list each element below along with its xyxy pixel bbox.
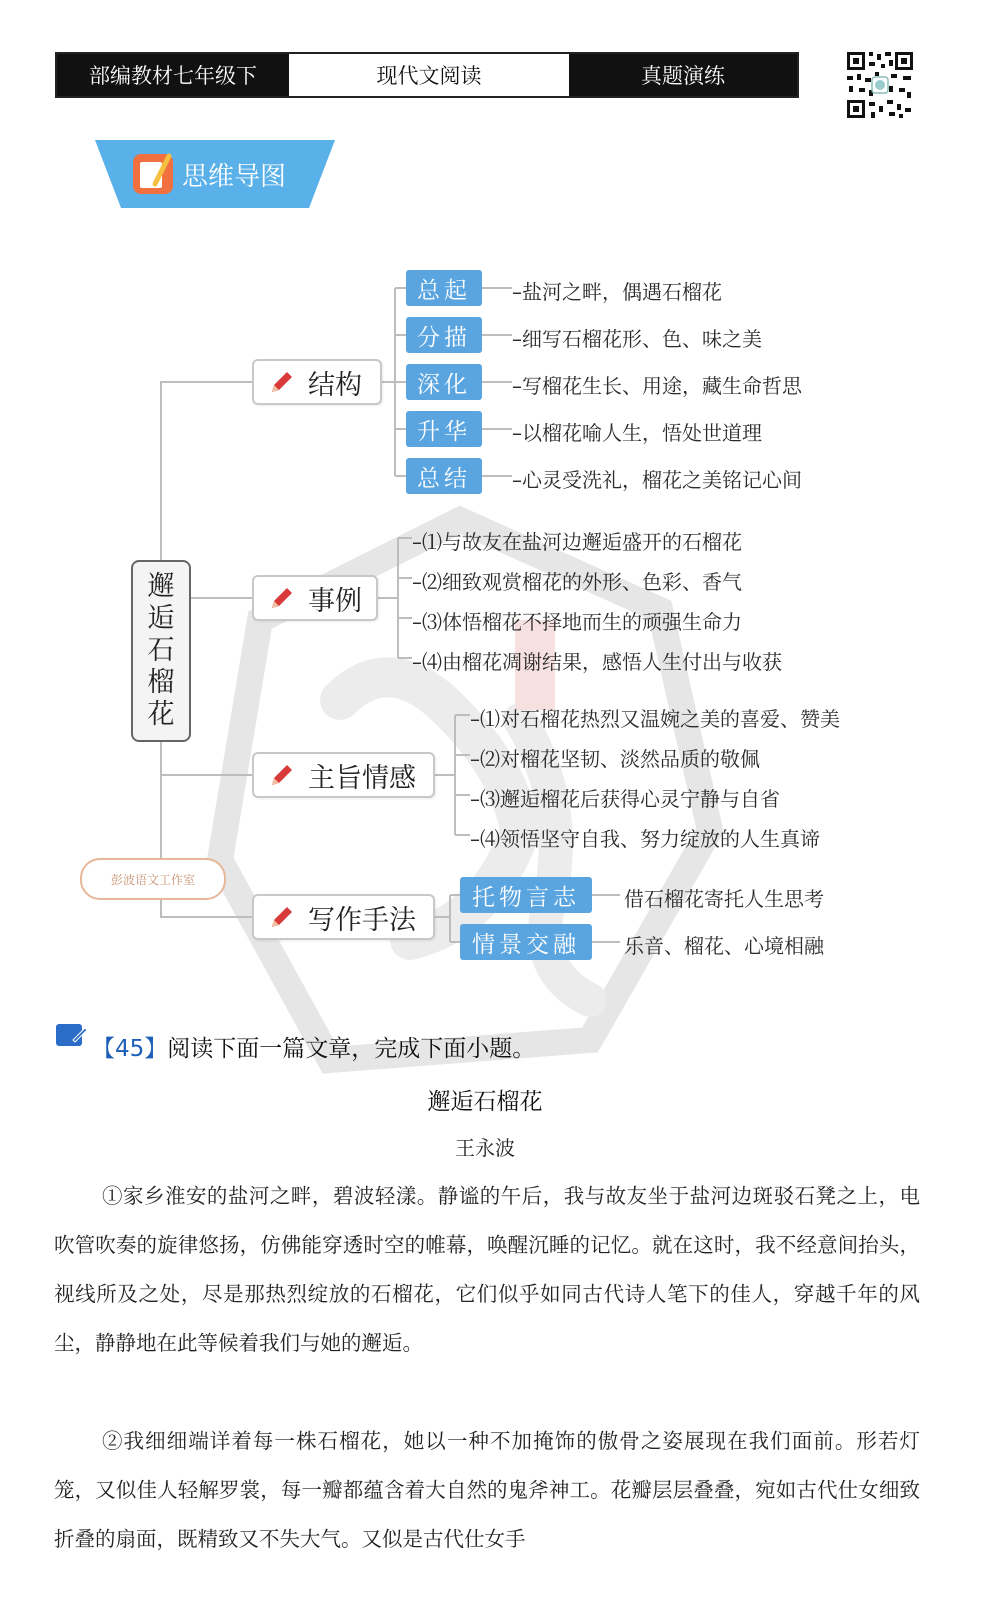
mindmap-tab-title: 思维导图 [182,162,287,192]
example-leaf: –⑴与故友在盐河边邂逅盛开的石榴花 [412,530,742,554]
pencil-icon [268,584,296,612]
writing-leaf: 乐音、榴花、心境相融 [624,934,824,958]
tag-pill: 总起 [406,270,482,306]
example-leaf: –⑵细致观赏榴花的外形、色彩、香气 [412,570,742,594]
category-structure [252,359,382,405]
tag-pill: 升华 [406,411,482,447]
note-icon [55,1020,87,1052]
question-text: 阅读下面一篇文章，完成下面小题。 [167,1036,536,1062]
structure-leaf: –写榴花生长、用途，藏生命哲思 [512,374,802,398]
theme-leaf: –⑴对石榴花热烈又温婉之美的喜爱、赞美 [470,707,840,731]
tag-pill: 深化 [406,364,482,400]
category-examples-label: 事例 [308,585,362,617]
pencil-icon [268,761,296,789]
tag-pill: 情景交融 [460,924,592,960]
pencil-icon [268,368,296,396]
tag-pill: 托物言志 [460,877,592,913]
category-theme [252,752,435,798]
tag-pill: 总结 [406,458,482,494]
structure-leaf: –以榴花喻人生，悟处世道理 [512,421,762,445]
example-leaf: –⑶体悟榴花不择地而生的顽强生命力 [412,610,742,634]
article-paragraph: ①家乡淮安的盐河之畔，碧波轻漾。静谧的午后，我与故友坐于盐河边斑驳石凳之上，电吹管吹奏的旋律悠扬，仿佛能穿透时空的帷幕，唤醒沉睡的记忆。就在这时，我不经意间抬头，视线所及之处，尽是那热烈绽放的石榴花，它们似乎如同古代诗人笔下的佳人，穿越千年的风尘，静静地在此等候着我们与她的邂逅。 [54,1184,920,1355]
structure-leaf: –盐河之畔，偶遇石榴花 [512,280,722,304]
article-author: 王永波 [455,1136,515,1160]
writing-leaf: 借石榴花寄托人生思考 [624,887,824,911]
article-title: 邂逅石榴花 [427,1089,543,1115]
category-theme-label: 主旨情感 [308,762,416,794]
category-writing-label: 写作手法 [308,904,416,936]
category-structure-label: 结构 [308,369,362,401]
question-prompt [92,1030,535,1063]
structure-leaf: –细写石榴花形、色、味之美 [512,327,762,351]
category-examples [252,575,378,621]
theme-leaf: –⑵对榴花坚韧、淡然品质的敬佩 [470,747,760,771]
article-paragraph: ②我细细端详着每一株石榴花，她以一种不加掩饰的傲骨之姿展现在我们面前。形若灯笼，又似佳人轻解罗裳，每一瓣都蕴含着大自然的鬼斧神工。花瓣层层叠叠，宛如古代仕女细致折叠的扇面，既精致又不失大气。又似是古代仕女手 [54,1429,920,1551]
root-title: 邂逅石榴花 [147,571,175,730]
example-leaf: –⑷由榴花凋谢结果，感悟人生付出与收获 [412,650,782,674]
theme-leaf: –⑶邂逅榴花后获得心灵宁静与自省 [470,787,780,811]
studio-badge: 彭波语文工作室 [80,858,226,900]
category-writing [252,894,435,940]
theme-leaf: –⑷领悟坚守自我、努力绽放的人生真谛 [470,827,820,851]
question-number: 【45】 [92,1036,168,1062]
practice-label: 真题演练 [569,54,797,96]
grade-label: 部编教材七年级下 [57,54,289,96]
mindmap-root [131,560,191,742]
pencil-icon [268,903,296,931]
section-label: 现代文阅读 [289,54,569,96]
structure-leaf: –心灵受洗礼，榴花之美铭记心间 [512,468,802,492]
tag-pill: 分描 [406,317,482,353]
